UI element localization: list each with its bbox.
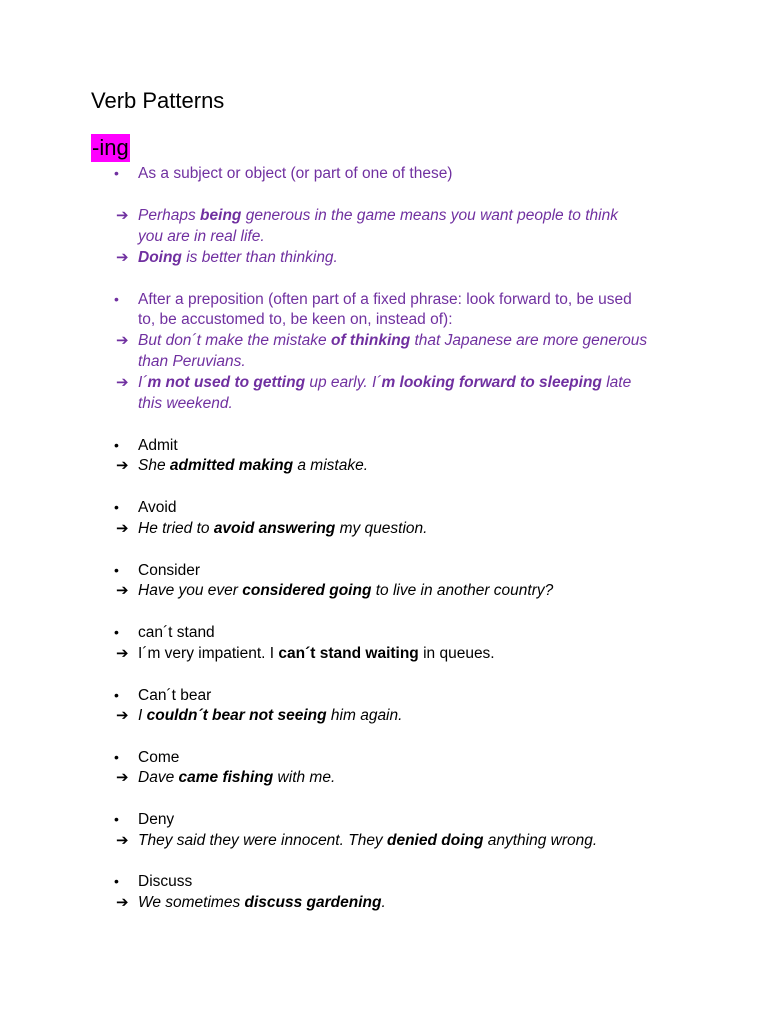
- arrow-icon: ➔: [116, 832, 129, 849]
- arrow-icon: ➔: [116, 707, 129, 724]
- rule-text: After a preposition (often part of a fixed phrase: look forward to, be used: [138, 291, 632, 308]
- verb-label: Admit: [138, 437, 178, 454]
- arrow-icon: ➔: [116, 894, 129, 911]
- verb-label: Deny: [138, 811, 175, 828]
- verb-label: Discuss: [138, 873, 193, 890]
- verb-example: She admitted making a mistake.: [138, 457, 369, 474]
- rule-text-continued: to, be accustomed to, be keen on, instead of):: [138, 311, 453, 328]
- bullet-dot: •: [114, 291, 119, 307]
- arrow-icon: ➔: [116, 645, 129, 662]
- arrow-icon: ➔: [116, 457, 129, 474]
- verb-example: I´m very impatient. I can´t stand waiting in queues.: [138, 645, 495, 662]
- document-title: Verb Patterns: [91, 88, 225, 113]
- bullet-dot: •: [114, 499, 119, 515]
- bullet-dot: •: [114, 749, 119, 765]
- bullet-dot: •: [114, 873, 119, 889]
- bullet-dot: •: [114, 811, 119, 827]
- verb-example: We sometimes discuss gardening.: [138, 894, 386, 911]
- rule-text: As a subject or object (or part of one of these): [138, 165, 453, 182]
- verb-example: He tried to avoid answering my question.: [138, 520, 428, 537]
- arrow-icon: ➔: [116, 207, 129, 224]
- bullet-dot: •: [114, 165, 119, 181]
- section-heading-ing: -ing: [92, 135, 129, 160]
- arrow-icon: ➔: [116, 374, 129, 391]
- arrow-icon: ➔: [116, 582, 129, 599]
- bullet-dot: •: [114, 624, 119, 640]
- example-line: But don´t make the mistake of thinking that Japanese are more generous: [138, 332, 648, 349]
- example-line-continued: than Peruvians.: [138, 353, 246, 370]
- bullet-dot: •: [114, 437, 119, 453]
- arrow-icon: ➔: [116, 520, 129, 537]
- verb-label: Consider: [138, 562, 201, 579]
- verb-label: can´t stand: [138, 624, 215, 641]
- arrow-icon: ➔: [116, 769, 129, 786]
- verb-example: I couldn´t bear not seeing him again.: [138, 707, 403, 724]
- verb-example: Have you ever considered going to live in another country?: [138, 582, 554, 599]
- verb-label: Avoid: [138, 499, 177, 516]
- arrow-icon: ➔: [116, 332, 129, 349]
- arrow-icon: ➔: [116, 249, 129, 266]
- bullet-dot: •: [114, 562, 119, 578]
- verb-example: They said they were innocent. They denied doing anything wrong.: [138, 832, 598, 849]
- verb-label: Can´t bear: [138, 687, 212, 704]
- example-line: I´m not used to getting up early. I´m looking forward to sleeping late: [138, 374, 632, 391]
- example-line-continued: this weekend.: [138, 395, 233, 412]
- bullet-dot: •: [114, 687, 119, 703]
- verb-example: Dave came fishing with me.: [138, 769, 336, 786]
- example-line: Perhaps being generous in the game means you want people to think: [138, 207, 618, 224]
- example-line-continued: you are in real life.: [138, 228, 265, 245]
- example-line: Doing is better than thinking.: [138, 249, 338, 266]
- verb-label: Come: [138, 749, 180, 766]
